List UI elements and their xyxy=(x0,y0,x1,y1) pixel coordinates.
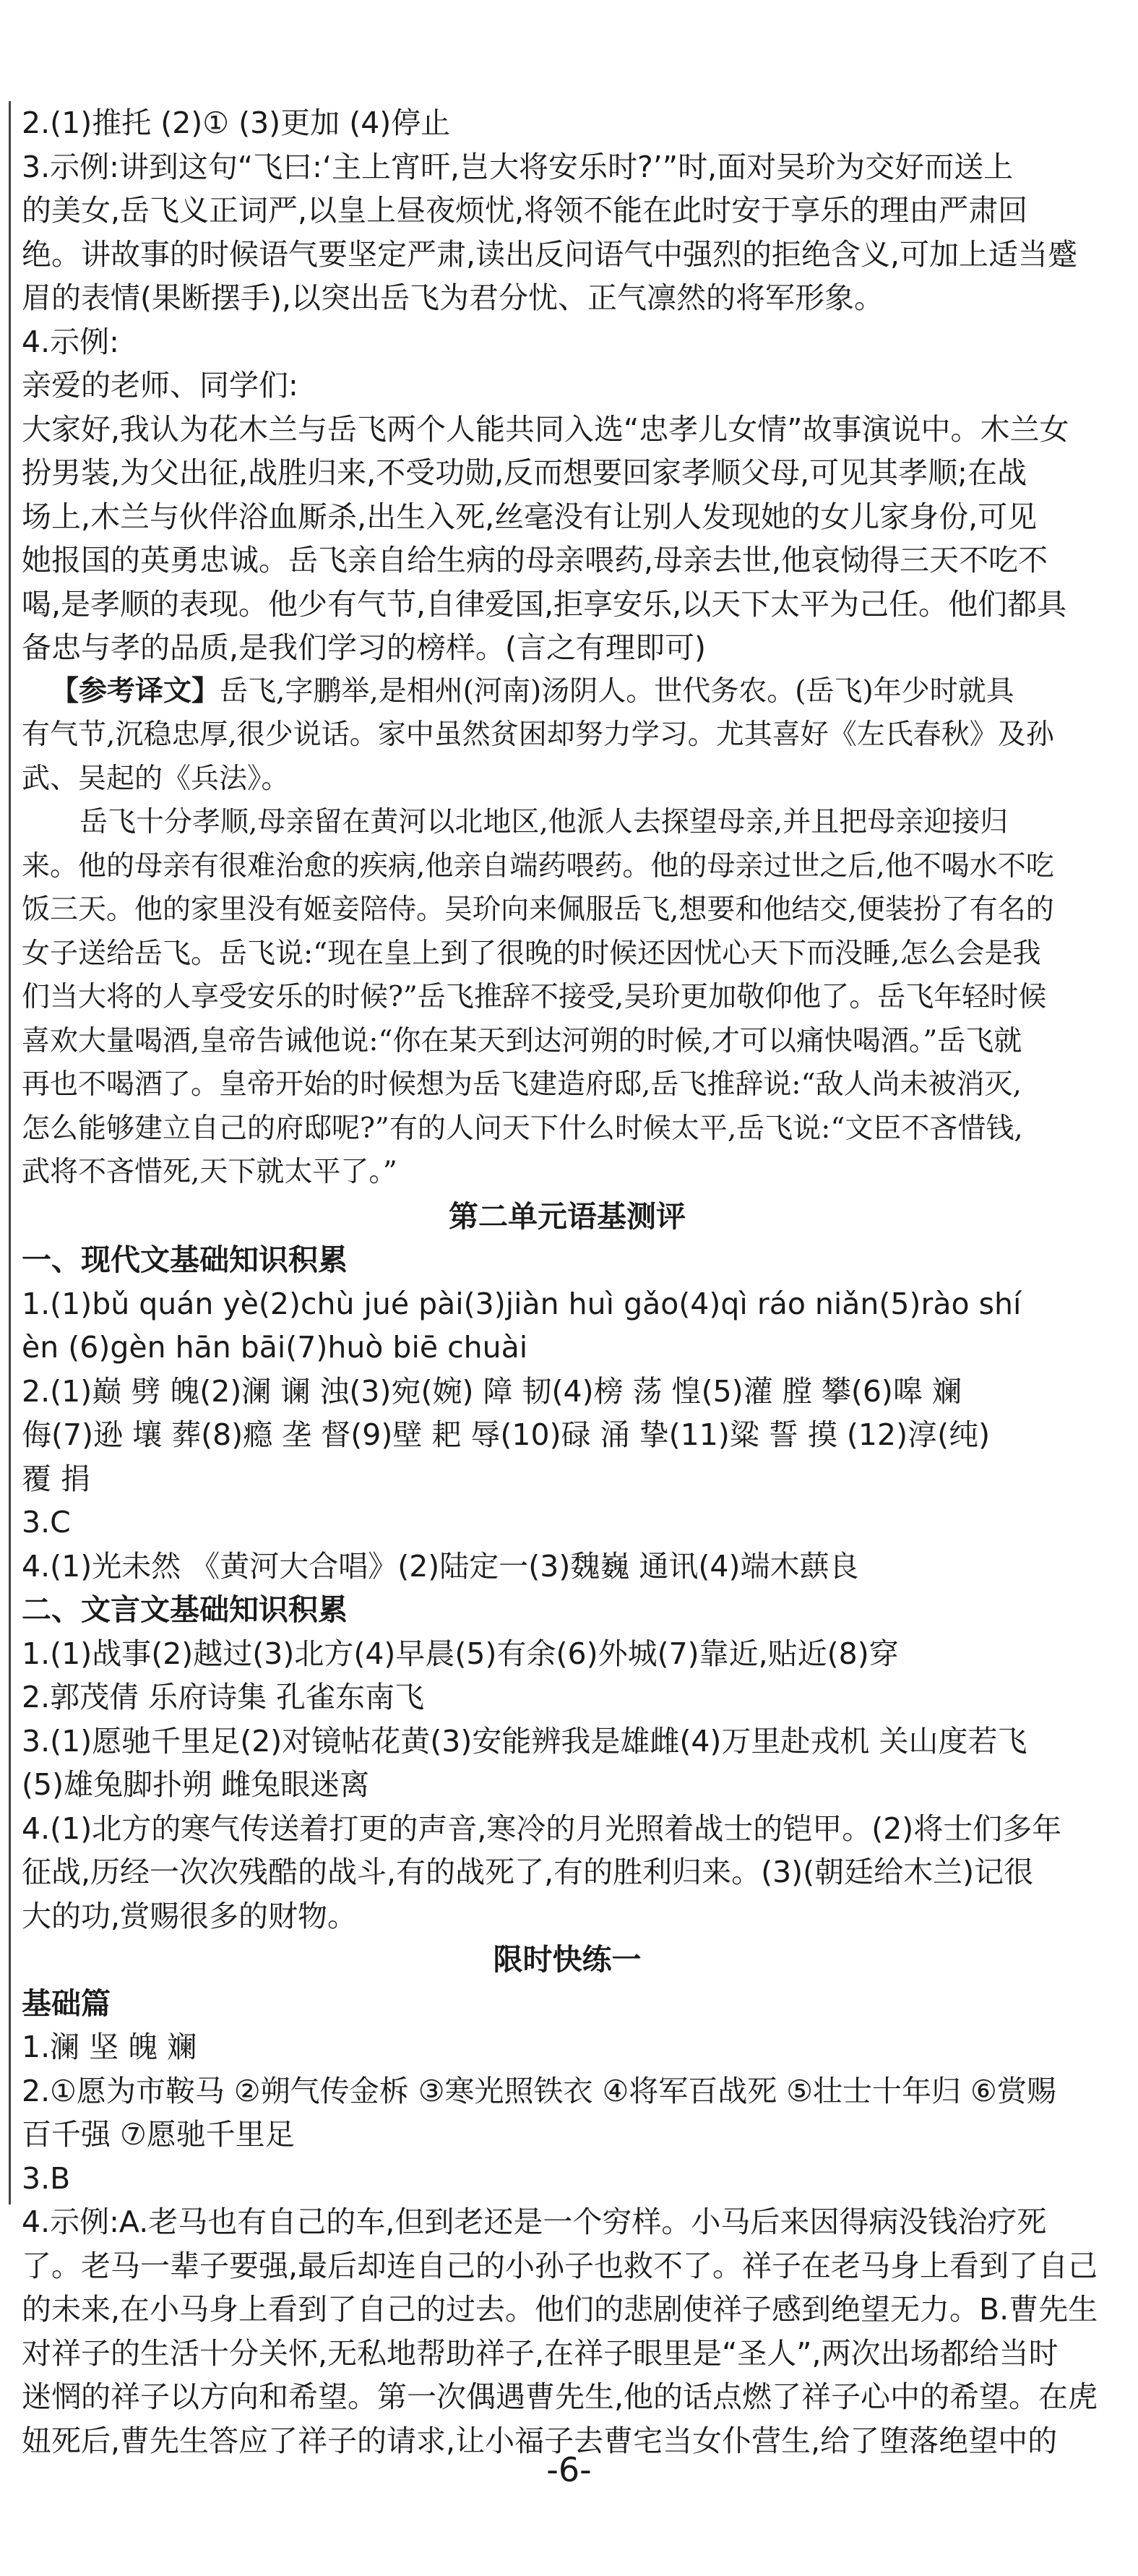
answer-line: 2.①愿为市鞍马 ②朔气传金柝 ③寒光照铁衣 ④将军百战死 ⑤壮士十年归 ⑥赏赐 xyxy=(22,2073,1056,2108)
answer-line: 3.C xyxy=(22,1505,71,1540)
section-title: 限时快练一 xyxy=(493,1942,642,1977)
translation-line: 怎么能够建立自己的府邸呢?”有的人问天下什么时候太平,岳飞说:“文臣不吝惜钱, xyxy=(22,1112,1023,1145)
answer-line: 4.示例: xyxy=(22,324,119,359)
answer-line: èn (6)gèn hān bāi(7)huò biē chuài xyxy=(22,1330,528,1365)
section-unit1-answers xyxy=(22,101,1113,1195)
answer-line: 2.(1)推托 (2)① (3)更加 (4)停止 xyxy=(22,106,451,140)
answer-line: 2.(1)巅 劈 魄(2)澜 谰 浊(3)宛(婉) 障 韧(4)榜 荡 惶(5)灌 膛 攀(6)嗥 斓 xyxy=(22,1373,962,1409)
answer-line: 百千强 ⑦愿驰千里足 xyxy=(22,2117,295,2152)
answer-line: 了。老马一辈子要强,最后却连自己的小孙子也救不了。祥子在老马身上看到了自己 xyxy=(22,2248,1098,2283)
answer-line: 对祥子的生活十分关怀,无私地帮助祥子,在祥子眼里是“圣人”,两次出场都给当时 xyxy=(22,2335,1059,2371)
margin-rule xyxy=(9,101,11,2204)
answer-line: 亲爱的老师、同学们: xyxy=(22,368,298,403)
answer-line: 1.(1)战事(2)越过(3)北方(4)早晨(5)有余(6)外城(7)靠近,贴近(8)穿 xyxy=(22,1636,899,1671)
translation-line: 来。他的母亲有很难治愈的疾病,他亲自端药喂药。他的母亲过世之后,他不喝水不吃 xyxy=(22,849,1054,883)
answer-line: 扮男装,为父出征,战胜归来,不受功勋,反而想要回家孝顺父母,可见其孝顺;在战 xyxy=(22,455,1027,490)
answer-line: 大的功,赏赐很多的财物。 xyxy=(22,1898,358,1933)
answer-line: 4.示例:A.老马也有自己的车,但到老还是一个穷样。小马后来因得病没钱治疗死 xyxy=(22,2204,1047,2239)
answer-line: 4.(1)光未然 《黄河大合唱》(2)陆定一(3)魏巍 通讯(4)端木蕻良 xyxy=(22,1548,859,1584)
answer-line: 1.澜 坚 魄 斓 xyxy=(22,2030,197,2064)
answer-line: 2.郭茂倩 乐府诗集 孔雀东南飞 xyxy=(22,1680,425,1714)
part-heading: 一、现代文基础知识积累 xyxy=(22,1242,348,1277)
translation-label: 【参考译文】 xyxy=(51,674,220,708)
translation-line: 女子送给岳飞。岳飞说:“现在皇上到了很晚的时候还因忧心天下而没睡,怎么会是我 xyxy=(22,937,1041,970)
section-timed-practice xyxy=(22,1938,1113,2463)
answer-line: 迷惘的祥子以方向和希望。第一次偶遇曹先生,他的话点燃了祥子心中的希望。在虎 xyxy=(22,2379,1098,2414)
answer-line: 3.示例:讲到这句“飞曰:‘主上宵旰,岂大将安乐时?’”时,面对吴玠为交好而送上 xyxy=(22,149,1014,184)
part-heading: 二、文言文基础知识积累 xyxy=(22,1592,348,1627)
answer-line: 4.(1)北方的寒气传送着打更的声音,寒冷的月光照着战士的铠甲。(2)将士们多年 xyxy=(22,1811,1062,1846)
answer-line: 征战,历经一次次残酷的战斗,有的战死了,有的胜利归来。(3)(朝廷给木兰)记很 xyxy=(22,1855,1034,1889)
answer-page xyxy=(22,101,1113,2463)
translation-line: 喜欢大量喝酒,皇帝告诫他说:“你在某天到达河朔的时候,才可以痛快喝酒。”岳飞就 xyxy=(22,1024,1022,1057)
translation-line: 饭三天。他的家里没有姬妾陪侍。吴玠向来佩服岳飞,想要和他结交,便装扮了有名的 xyxy=(22,893,1054,926)
answer-line: 1.(1)bǔ quán yè(2)chù jué pài(3)jiàn huì gǎo(4)qì ráo niǎn(5)rào shí xyxy=(22,1286,1022,1321)
answer-line: 绝。讲故事的时候语气要坚定严肃,读出反问语气中强烈的拒绝含义,可加上适当蹙 xyxy=(22,236,1078,272)
translation-line: 再也不喝酒了。皇帝开始的时候想为岳飞建造府邸,岳飞推辞说:“敌人尚未被消灭, xyxy=(22,1068,1022,1101)
translation-text: 岳飞,字鹏举,是相州(河南)汤阴人。世代务农。(岳飞)年少时就具 xyxy=(220,674,1014,708)
translation-line xyxy=(22,670,1113,714)
translation-line: 们当大将的人享受安乐的时候?”岳飞推辞不接受,吴玠更加敬仰他了。岳飞年轻时候 xyxy=(22,981,1047,1013)
translation-line: 武、吴起的《兵法》。 xyxy=(22,762,290,795)
answer-line: 备忠与孝的品质,是我们学习的榜样。(言之有理即可) xyxy=(22,630,707,665)
page-number: -6- xyxy=(546,2450,592,2489)
answer-line: 喝,是孝顺的表现。他少有气节,自律爱国,拒享安乐,以天下太平为己任。他们都具 xyxy=(22,586,1067,622)
answer-line: 眉的表情(果断摆手),以突出岳飞为君分忧、正气凛然的将军形象。 xyxy=(22,280,884,315)
answer-line: 的未来,在小马身上看到了自己的过去。他们的悲剧使祥子感到绝望无力。B.曹先生 xyxy=(22,2292,1098,2327)
answer-line: 妞死后,曹先生答应了祥子的请求,让小福子去曹宅当女仆营生,给了堕落绝望中的 xyxy=(22,2423,1058,2458)
answer-line: 3.(1)愿驰千里足(2)对镜帖花黄(3)安能辨我是雄雌(4)万里赴戎机 关山度若飞 xyxy=(22,1723,1027,1759)
answer-line: 她报国的英勇忠诚。岳飞亲自给生病的母亲喂药,母亲去世,他哀恸得三天不吃不 xyxy=(22,543,1048,578)
answer-line: 3.B xyxy=(22,2160,71,2196)
answer-line: 大家好,我认为花木兰与岳飞两个人能共同入选“忠孝儿女情”故事演说中。木兰女 xyxy=(22,411,1069,447)
answer-line: (5)雄兔脚扑朔 雌兔眼迷离 xyxy=(22,1767,370,1802)
answer-line: 覆 捐 xyxy=(22,1461,91,1496)
answer-line: 场上,木兰与伙伴浴血厮杀,出生入死,丝毫没有让别人发现她的女儿家身份,可见 xyxy=(22,499,1038,534)
translation-line: 武将不吝惜死,天下就太平了。” xyxy=(22,1156,397,1188)
translation-line: 有气节,沉稳忠厚,很少说话。家中虽然贫困却努力学习。尤其喜好《左氏春秋》及孙 xyxy=(22,718,1054,751)
section-unit2-test xyxy=(22,1195,1113,1939)
answer-line: 侮(7)逊 壤 葬(8)瘾 垄 督(9)壁 耙 辱(10)碌 涌 挚(11)粱 誓 摸 (12)淳(纯) xyxy=(22,1417,991,1452)
section-title: 第二单元语基测评 xyxy=(449,1198,686,1234)
part-heading: 基础篇 xyxy=(22,1985,111,2021)
answer-line: 的美女,岳飞义正词严,以皇上昼夜烦忧,将领不能在此时安于享乐的理由严肃回 xyxy=(22,193,1028,228)
translation-line: 岳飞十分孝顺,母亲留在黄河以北地区,他派人去探望母亲,并且把母亲迎接归 xyxy=(79,806,1009,838)
